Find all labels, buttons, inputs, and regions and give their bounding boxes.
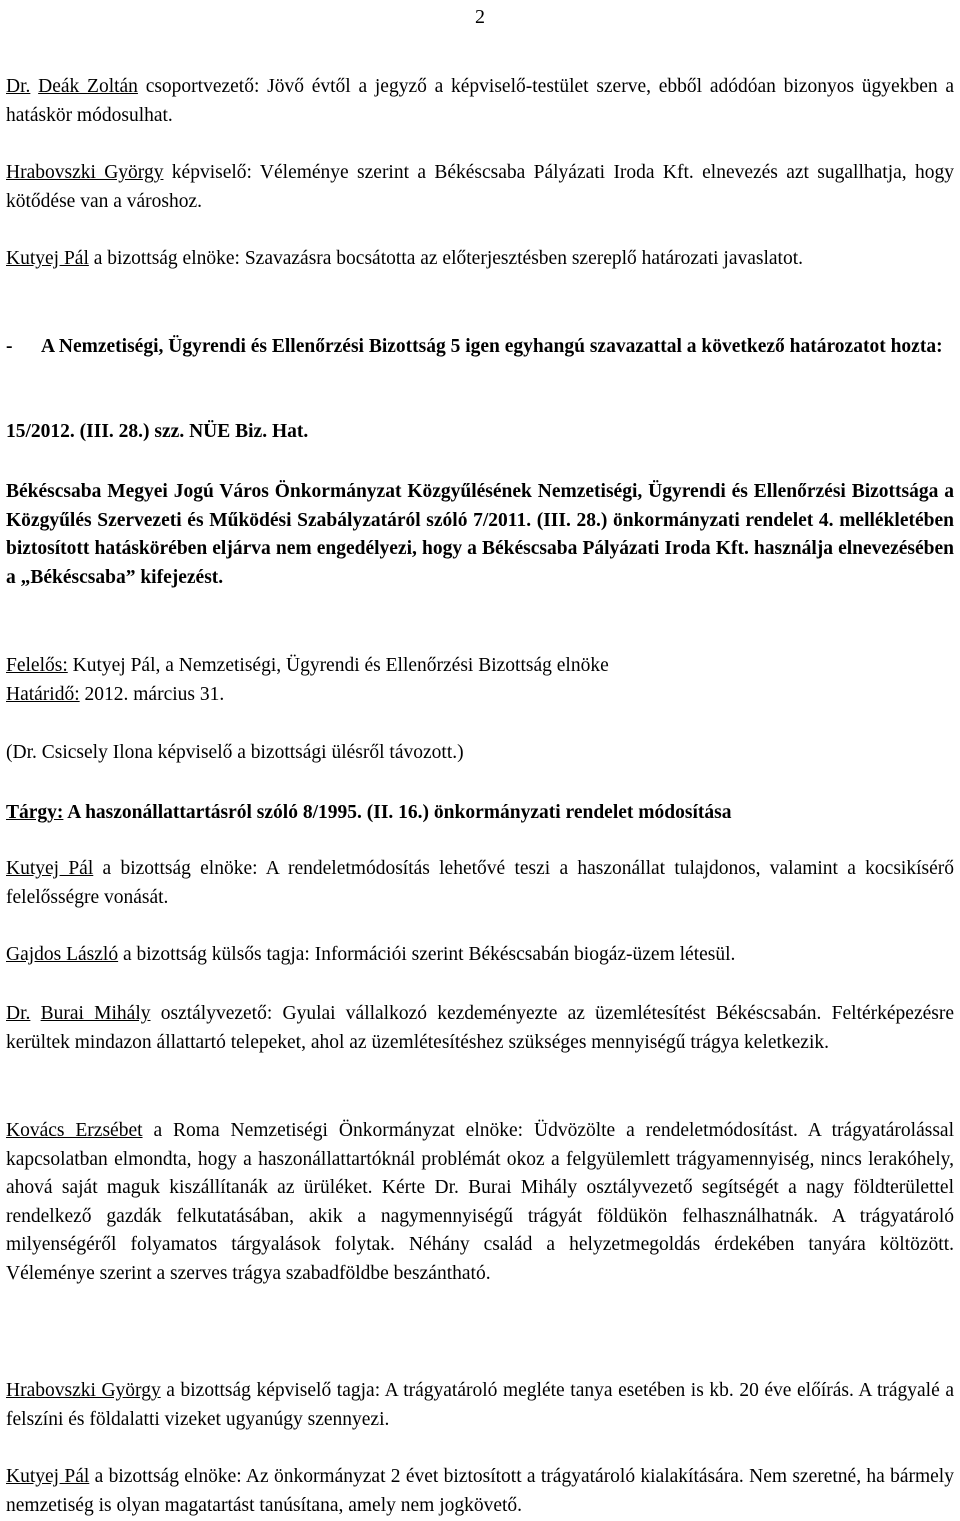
paragraph-kutyej-3 <box>6 1463 954 1520</box>
speaker-name: Kutyej Pál <box>6 248 89 269</box>
resolution-text: Békéscsaba Megyei Jogú Város Önkormányzat Közgyűlésének Nemzetiségi, Ügyrendi és Ellenőrzési Bizottsága a Közgyűlés Szervezeti és Működési Szabályzatáról szóló 7/2011. (III. 28.) önkormányzati rendelet 4. mellékletében biztosított hatáskörében eljárva nem engedélyezi, hogy a Békéscsaba Pályázati Iroda Kft. használja elnevezésében a „Békéscsaba” kifejezést. <box>6 481 954 588</box>
paragraph-kutyej-2 <box>6 855 954 912</box>
paragraph-text: képviselő: Véleménye szerint a Békéscsaba Pályázati Iroda Kft. elnevezés azt sugallhatja, hogy kötődése van a városhoz. <box>6 162 954 212</box>
responsible-label: Felelős: <box>6 655 68 676</box>
subject-text: A haszonállattartásról szóló 8/1995. (II. 16.) önkormányzati rendelet módosítása <box>63 802 732 823</box>
paragraph-kutyej-1 <box>6 245 954 274</box>
page-number: 2 <box>475 6 485 28</box>
paragraph-text: csoportvezető: Jövő évtől a jegyző a képviselő-testület szerve, ebből adódóan bizonyos ügyekben a hatáskör módosulhat. <box>6 76 955 126</box>
deadline-line <box>6 681 954 710</box>
paragraph-text: a bizottság elnöke: Az önkormányzat 2 évet biztosított a trágyatároló kialakítására. Nem szeretné, ha bármely nemzetiség is olyan magatartást tanúsítana, amely nem jogkövető. <box>6 1466 954 1516</box>
paragraph-deak <box>6 73 954 130</box>
speaker-prefix: Dr. <box>6 76 31 97</box>
paragraph-hrabovszki-2 <box>6 1377 954 1434</box>
speaker-name: Deák Zoltán <box>38 76 138 97</box>
resolution-number: 15/2012. (III. 28.) szz. NÜE Biz. Hat. <box>6 421 309 442</box>
speaker-name: Hrabovszki György <box>6 1380 161 1401</box>
paragraph-hrabovszki-1 <box>6 159 954 216</box>
paragraph-text: a bizottság elnöke: A rendeletmódosítás lehetővé teszi a haszonállat tulajdonos, valamint a kocsikísérő felelősségre vonását. <box>6 858 954 908</box>
paragraph-text: a bizottság képviselő tagja: A trágyatároló megléte tanya esetében is kb. 20 éve előírás. A trágyalé a felszíni és földalatti vizeket ugyanúgy szennyezi. <box>6 1380 954 1430</box>
departure-note: (Dr. Csicsely Ilona képviselő a bizottsági ülésről távozott.) <box>6 742 464 763</box>
paragraph-text: a bizottság elnöke: Szavazásra bocsátotta az előterjesztésben szereplő határozati javaslatot. <box>88 248 804 269</box>
deadline-label: Határidő: <box>6 684 80 705</box>
speaker-name: Hrabovszki György <box>6 162 164 183</box>
paragraph-burai <box>6 1000 954 1057</box>
speaker-name: Kovács Erzsébet <box>6 1120 143 1141</box>
vote-statement: A Nemzetiségi, Ügyrendi és Ellenőrzési Bizottság 5 igen egyhangú szavazattal a következő határozatot hozta: <box>41 336 943 357</box>
paragraph-text: a Roma Nemzetiségi Önkormányzat elnöke: Üdvözölte a rendeletmódosítást. A trágyatárolással kapcsolatban elmondta, hogy a haszonállattartóknál problémát okoz a felgyülemlett trágyamennyiség, nincs lerakóhely, ahová saját maguk kiszállítanák az ürüléket. Kérte Dr. Burai Mihály osztályvezető segítségét a nagy földterülettel rendelkező gazdák felkutatásában, akik a nagymennyiségű trágyát földükön felhasználhatnák. A trágyatároló milyenségéről folyamatos tárgyalások folytak. Néhány család a helyzetmegoldás érdekében tanyára költözött. Véleménye szerint a szerves trágya szabadföldbe beszántható. <box>6 1120 954 1284</box>
paragraph-gajdos <box>6 941 954 970</box>
speaker-name: Kutyej Pál <box>6 858 94 879</box>
responsible-text: Kutyej Pál, a Nemzetiségi, Ügyrendi és Ellenőrzési Bizottság elnöke <box>67 655 609 676</box>
speaker-name: Burai Mihály <box>40 1003 151 1024</box>
vote-dash: - <box>6 336 13 357</box>
subject-label: Tárgy: <box>6 802 64 823</box>
responsible-line <box>6 652 954 681</box>
paragraph-kovacs <box>6 1117 954 1288</box>
paragraph-text: osztályvezető: Gyulai vállalkozó kezdeményezte az üzemlétesítést Békéscsabán. Feltérképezésre kerültek mindazon állattartó telepeket, ahol az üzemlétesítéshez szükséges mennyiségű trágya keletkezik. <box>6 1003 955 1053</box>
speaker-name: Kutyej Pál <box>6 1466 90 1487</box>
speaker-prefix: Dr. <box>6 1003 31 1024</box>
paragraph-text: a bizottság külsős tagja: Információi szerint Békéscsabán biogáz-üzem létesül. <box>118 944 736 965</box>
deadline-text: 2012. március 31. <box>79 684 225 705</box>
speaker-name: Gajdos László <box>6 944 119 965</box>
agenda-subject <box>6 799 954 828</box>
